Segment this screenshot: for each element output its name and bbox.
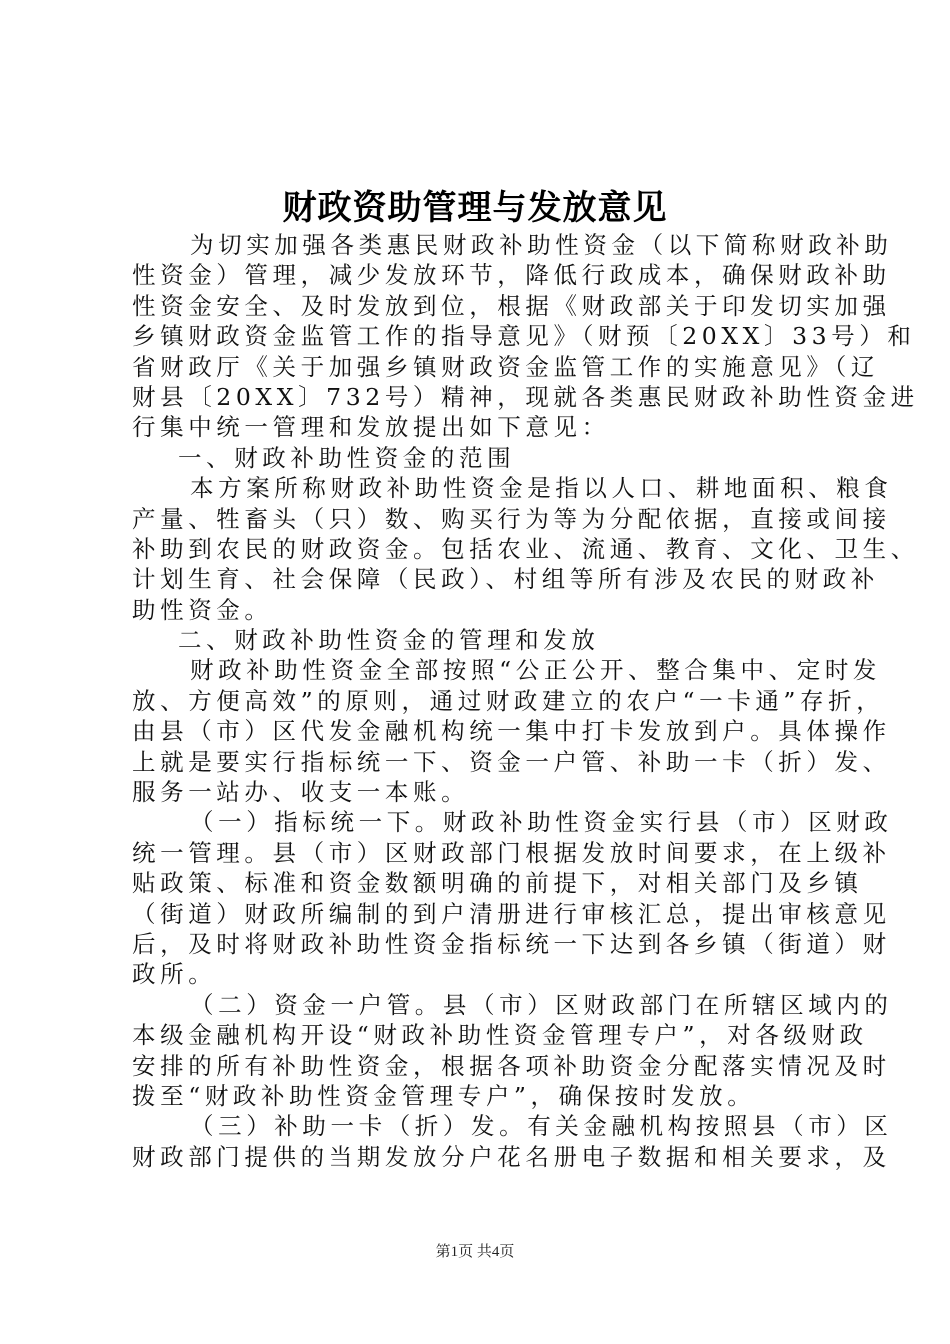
paragraph-line: 乡镇财政资金监管工作的指导意见》（财预〔20XX〕33号）和 — [132, 322, 916, 351]
paragraph-line: 上就是要实行指标统一下、资金一户管、补助一卡（折）发、 — [132, 747, 891, 776]
paragraph-line: （一）指标统一下。财政补助性资金实行县（市）区财政 — [190, 808, 893, 837]
paragraph-line: 本方案所称财政补助性资金是指以人口、耕地面积、粮食 — [190, 474, 893, 503]
paragraph-line: 为切实加强各类惠民财政补助性资金（以下简称财政补助 — [190, 231, 893, 259]
paragraph-line: 行集中统一管理和发放提出如下意见： — [132, 413, 610, 442]
document-body — [132, 230, 919, 1172]
paragraph-line: 拨至“财政补助性资金管理专户”，确保按时发放。 — [132, 1081, 756, 1110]
paragraph-line: 财政补助性资金全部按照“公正公开、整合集中、定时发 — [190, 656, 882, 685]
section-heading: 一、财政补助性资金的范围 — [178, 443, 516, 472]
paragraph-line: 统一管理。县（市）区财政部门根据发放时间要求，在上级补 — [132, 838, 891, 867]
paragraph-line: 财县〔20XX〕732号）精神，现就各类惠民财政补助性资金进 — [132, 382, 919, 411]
paragraph-line: 后，及时将财政补助性资金指标统一下达到各乡镇（街道）财 — [132, 929, 891, 958]
paragraph-line: 财政部门提供的当期发放分户花名册电子数据和相关要求，及 — [132, 1142, 891, 1171]
paragraph-line: 助性资金。 — [132, 595, 273, 624]
document-title: 财政资助管理与发放意见 — [282, 188, 668, 228]
paragraph-line: 性资金）管理，减少发放环节，降低行政成本，确保财政补助 — [132, 261, 891, 290]
paragraph-line: 省财政厅《关于加强乡镇财政资金监管工作的实施意见》（辽 — [132, 352, 879, 381]
page-number: 第1页 共4页 — [435, 1244, 515, 1260]
paragraph-line: 贴政策、标准和资金数额明确的前提下，对相关部门及乡镇 — [132, 869, 863, 898]
paragraph-line: 补助到农民的财政资金。包括农业、流通、教育、文化、卫生、 — [132, 534, 919, 563]
paragraph-line: 政所。 — [132, 960, 217, 989]
paragraph-line: （三）补助一卡（折）发。有关金融机构按照县（市）区 — [190, 1112, 893, 1141]
paragraph-line: （街道）财政所编制的到户清册进行审核汇总，提出审核意见 — [132, 899, 891, 928]
paragraph-line: 放、方便高效”的原则，通过财政建立的农户“一卡通”存折， — [132, 686, 885, 715]
paragraph-line: 服务一站办、收支一本账。 — [132, 778, 470, 807]
paragraph-line: 计划生育、社会保障（民政）、村组等所有涉及农民的财政补 — [132, 565, 879, 594]
paragraph-line: 由县（市）区代发金融机构统一集中打卡发放到户。具体操作 — [132, 717, 891, 746]
paragraph-line: 产量、牲畜头（只）数、购买行为等为分配依据，直接或间接 — [132, 504, 891, 533]
paragraph-line: 本级金融机构开设“财政补助性资金管理专户”，对各级财政 — [132, 1021, 868, 1050]
paragraph-line: （二）资金一户管。县（市）区财政部门在所辖区域内的 — [190, 990, 893, 1019]
section-heading: 二、财政补助性资金的管理和发放 — [178, 626, 600, 655]
paragraph-line: 安排的所有补助性资金，根据各项补助资金分配落实情况及时 — [132, 1051, 891, 1080]
paragraph-line: 性资金安全、及时发放到位，根据《财政部关于印发切实加强 — [132, 291, 891, 320]
